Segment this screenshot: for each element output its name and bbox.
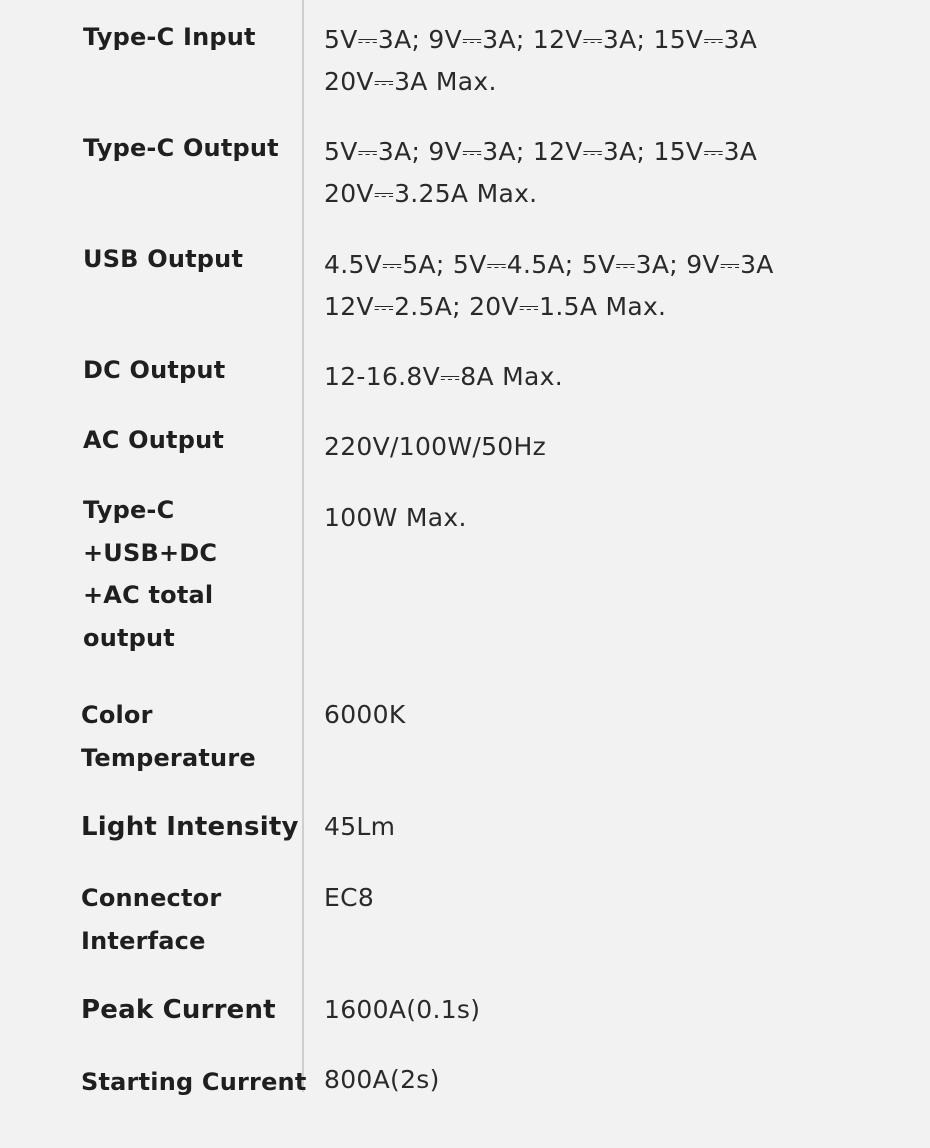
spec-label-starting-current: Starting Current (81, 1068, 307, 1096)
spec-label-color-temperature: Color Temperature (81, 701, 256, 772)
spec-value-starting-current: 800A(2s) (324, 1065, 440, 1094)
spec-value-total-output: 100W Max. (324, 503, 467, 532)
spec-label-dc-output: DC Output (83, 356, 226, 384)
spec-label-ac-output: AC Output (83, 426, 225, 454)
spec-label-type-c-output: Type-C Output (83, 134, 279, 162)
column-divider (302, 0, 304, 1092)
spec-label-connector-interface: Connector Interface (81, 884, 222, 955)
spec-value-dc-output: 12-16.8V⎓8A Max. (324, 362, 563, 391)
spec-value-ac-output: 220V/100W/50Hz (324, 432, 547, 461)
spec-value-peak-current: 1600A(0.1s) (324, 995, 481, 1024)
spec-label-type-c-input: Type-C Input (83, 23, 256, 51)
spec-value-usb-output: 4.5V⎓5A; 5V⎓4.5A; 5V⎓3A; 9V⎓3A 12V⎓2.5A; 20V⎓1.5A Max. (324, 250, 774, 321)
spec-value-light-intensity: 45Lm (324, 812, 396, 841)
spec-label-peak-current: Peak Current (81, 995, 276, 1025)
spec-value-type-c-input: 5V⎓3A; 9V⎓3A; 12V⎓3A; 15V⎓3A 20V⎓3A Max. (324, 25, 758, 96)
spec-label-usb-output: USB Output (83, 245, 244, 273)
spec-value-color-temperature: 6000K (324, 700, 406, 729)
spec-value-type-c-output: 5V⎓3A; 9V⎓3A; 12V⎓3A; 15V⎓3A 20V⎓3.25A Max. (324, 137, 758, 208)
spec-label-total-output: Type-C +USB+DC +AC total output (83, 496, 218, 652)
spec-value-connector-interface: EC8 (324, 883, 375, 912)
spec-label-light-intensity: Light Intensity (81, 812, 299, 842)
